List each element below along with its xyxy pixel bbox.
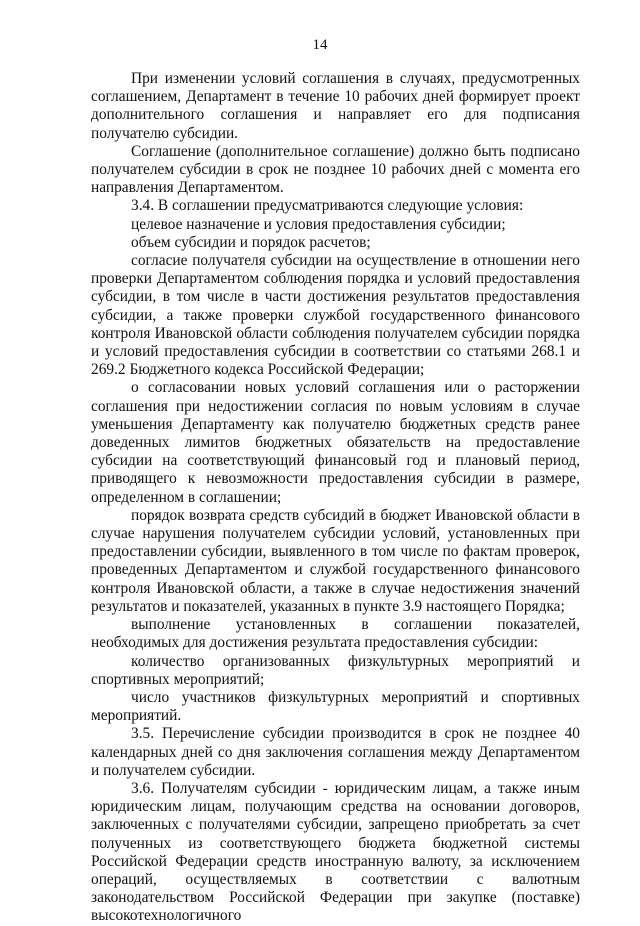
paragraph-3-5: 3.5. Перечисление субсидии производится в срок не позднее 40 календарных дней со дня заключения соглашения между Департаментом и получателем субсидии. (91, 725, 580, 779)
list-item-participant-count: число участников физкультурных мероприятий и спортивных мероприятий. (91, 688, 580, 725)
list-item-refund-procedure: порядок возврата средств субсидий в бюджет Ивановской области в случае нарушения получателем субсидии условий, установленных при предоставлении субсидии, выявленного в том числе по фактам проверок, проведенных Департаментом и службой государственного финансового контроля Ивановской области, а также в случае недостижения значений результатов и показателей, указанных в пункте 3.9 настоящего Порядка; (91, 506, 580, 615)
list-item-purpose: целевое назначение и условия предоставления субсидии; (131, 215, 506, 233)
list-item-volume: объем субсидии и порядок расчетов; (131, 233, 371, 251)
page-number: 14 (312, 37, 328, 53)
list-item-indicators: выполнение установленных в соглашении показателей, необходимых для достижения результата предоставления субсидии: (91, 616, 580, 652)
list-item-inspection-consent: согласие получателя субсидии на осуществление в отношении него проверки Департаментом соблюдения порядка и условий предоставления субсидии, в том числе в части достижения результатов предоставления субсидии, а также проверки службой государственного финансового контроля Ивановской области соблюдения получателем субсидии порядка и условий предоставления субсидии в соответствии со статьями 268.1 и 269.2 Бюджетного кодекса Российской Федерации; (91, 252, 580, 379)
paragraph-amendment-procedure: При изменении условий соглашения в случаях, предусмотренных соглашением, Департамент в течение 10 рабочих дней формирует проект дополнительного соглашения и направляет его для подписания получателю субсидии. (91, 70, 580, 142)
paragraph-3-4-heading: 3.4. В соглашении предусматриваются следующие условия: (131, 197, 524, 215)
list-item-event-count: количество организованных физкультурных мероприятий и спортивных мероприятий; (91, 652, 580, 688)
list-item-new-conditions: о согласовании новых условий соглашения или о расторжении соглашения при недостижении согласия по новым условиям в случае уменьшения Департаменту как получателю бюджетных средств ранее доведенных лимитов бюджетных обязательств на предоставление субсидии на соответствующий финансовый год и плановый период, приводящего к невозможности предоставления субсидии в размере, определенном в соглашении; (91, 379, 580, 506)
paragraph-signing-deadline: Соглашение (дополнительное соглашение) должно быть подписано получателем субсидии в срок не позднее 10 рабочих дней с момента его направления Департаментом. (91, 142, 580, 197)
document-body (91, 70, 580, 926)
paragraph-3-6: 3.6. Получателям субсидии - юридическим лицам, а также иным юридическим лицам, получающим средства на основании договоров, заключенных с получателями субсидии, запрещено приобретать за счет полученных из соответствующего бюджета бюджетной системы Российской Федерации средств иностранную валюту, за исключением операций, осуществляемых в соответствии с валютным законодательством Российской Федерации при закупке (поставке) высокотехнологичного (91, 779, 580, 925)
